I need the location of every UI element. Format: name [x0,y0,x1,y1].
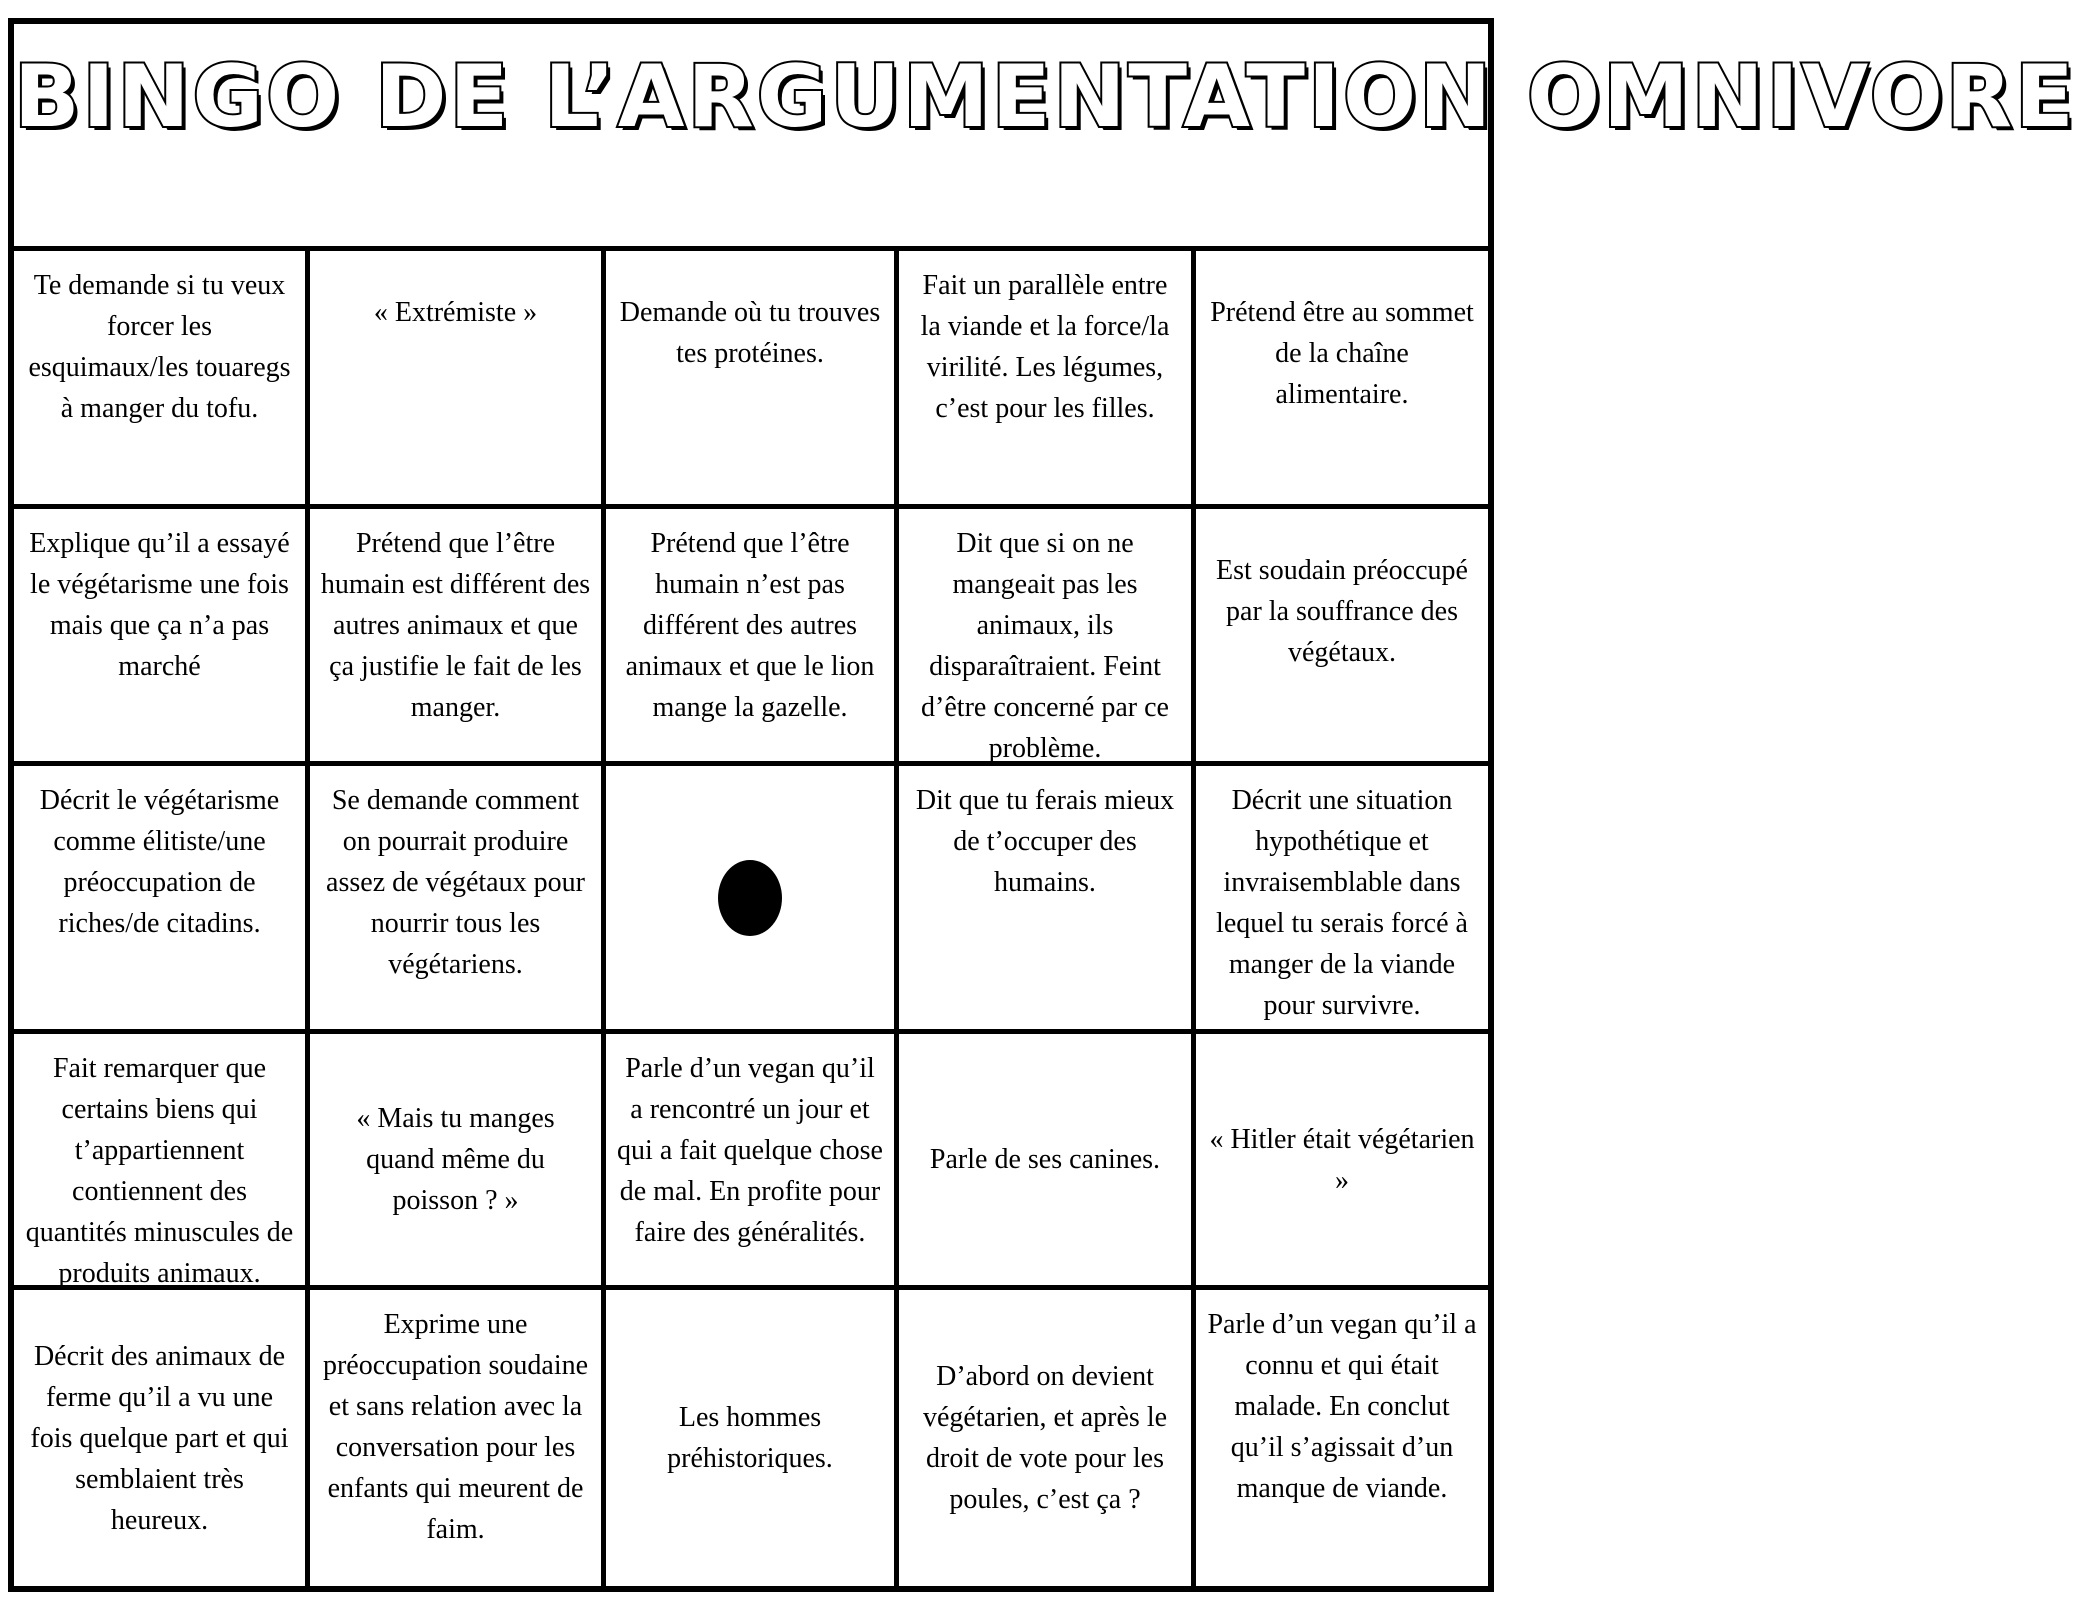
bingo-cell-r3-c5[interactable] [1196,766,1488,1034]
bingo-cell-r2-c4[interactable] [899,509,1196,766]
cell-text: « Hitler était végétarien » [1209,1123,1475,1196]
cell-text: Parle d’un vegan qu’il a rencontré un jour et qui a fait quelque chose de mal. En profite pour faire des généralités. [617,1053,883,1248]
bingo-cell-r4-c5[interactable] [1196,1034,1488,1290]
title-band [14,24,2077,251]
bingo-cell-r5-c2[interactable] [310,1290,606,1586]
cell-text: Prétend que l’être humain n’est pas différent des autres animaux et que le lion mange la gazelle. [625,528,875,723]
bingo-cell-r5-c3[interactable] [606,1290,899,1586]
bingo-grid [14,251,1488,1586]
bingo-cell-r2-c5[interactable] [1196,509,1488,766]
bingo-cell-r4-c1[interactable] [14,1034,310,1290]
cell-text: Les hommes préhistoriques. [667,1402,833,1474]
bingo-cell-free-space[interactable] [606,766,899,1034]
cell-text: Parle de ses canines. [929,1144,1161,1175]
bingo-cell-r1-c5[interactable] [1196,251,1488,509]
bingo-cell-r3-c1[interactable] [14,766,310,1034]
cell-text: Se demande comment on pourrait produire assez de végétaux pour nourrir tous les végétariens. [326,785,585,980]
cell-text: Prétend être au sommet de la chaîne alimentaire. [1210,297,1474,410]
page-title: BINGO DE L’ARGUMENTATION OMNIVORE [14,47,2077,147]
bingo-cell-r5-c4[interactable] [899,1290,1196,1586]
bingo-cell-r1-c2[interactable] [310,251,606,509]
cell-text: Te demande si tu veux forcer les esquimaux/les touaregs à manger du tofu. [28,270,291,424]
cell-text: Prétend que l’être humain est différent des autres animaux et que ça justifie le fait de les manger. [320,528,591,723]
cell-text: Dit que si on ne mangeait pas les animaux, ils disparaîtraient. Feint d’être concerné par ce problème. [921,528,1169,764]
bingo-cell-r5-c5[interactable] [1196,1290,1488,1586]
cell-text: « Mais tu manges quand même du poisson ? » [356,1103,555,1216]
bingo-cell-r5-c1[interactable] [14,1290,310,1586]
bingo-cell-r4-c2[interactable] [310,1034,606,1290]
cell-text: Demande où tu trouves tes protéines. [619,297,881,369]
bingo-cell-r4-c4[interactable] [899,1034,1196,1290]
bingo-cell-r2-c1[interactable] [14,509,310,766]
bingo-board [8,18,2077,1592]
cell-text: Dit que tu ferais mieux de t’occuper des humains. [915,785,1175,898]
cell-text: « Extrémiste » [373,297,538,328]
bingo-cell-r2-c2[interactable] [310,509,606,766]
cell-text: Fait remarquer que certains biens qui t’appartiennent contiennent des quantités minuscules de produits animaux. [25,1053,294,1289]
bingo-cell-r1-c1[interactable] [14,251,310,509]
bingo-cell-r1-c3[interactable] [606,251,899,509]
bingo-cell-r3-c4[interactable] [899,766,1196,1034]
cell-text: Explique qu’il a essayé le végétarisme une fois mais que ça n’a pas marché [29,528,290,682]
cell-text: Décrit le végétarisme comme élitiste/une préoccupation de riches/de citadins. [39,785,280,939]
cell-text: Est soudain préoccupé par la souffrance des végétaux. [1216,555,1468,668]
cell-text: Exprime une préoccupation soudaine et sans relation avec la conversation pour les enfants qui meurent de faim. [322,1309,589,1545]
bingo-cell-r4-c3[interactable] [606,1034,899,1290]
black-dot-icon [718,860,782,936]
cell-text: Décrit une situation hypothétique et invraisemblable dans lequel tu serais forcé à manger de la viande pour survivre. [1216,785,1468,1021]
cell-text: Parle d’un vegan qu’il a connu et qui était malade. En conclut qu’il s’agissait d’un manque de viande. [1207,1309,1477,1504]
bingo-cell-r1-c4[interactable] [899,251,1196,509]
cell-text: Fait un parallèle entre la viande et la force/la virilité. Les légumes, c’est pour les filles. [920,270,1170,424]
cell-text: Décrit des animaux de ferme qu’il a vu une fois quelque part et qui semblaient très heureux. [30,1340,289,1536]
bingo-cell-r2-c3[interactable] [606,509,899,766]
bingo-cell-r3-c2[interactable] [310,766,606,1034]
cell-text: D’abord on devient végétarien, et après le droit de vote pour les poules, c’est ça ? [922,1361,1168,1515]
